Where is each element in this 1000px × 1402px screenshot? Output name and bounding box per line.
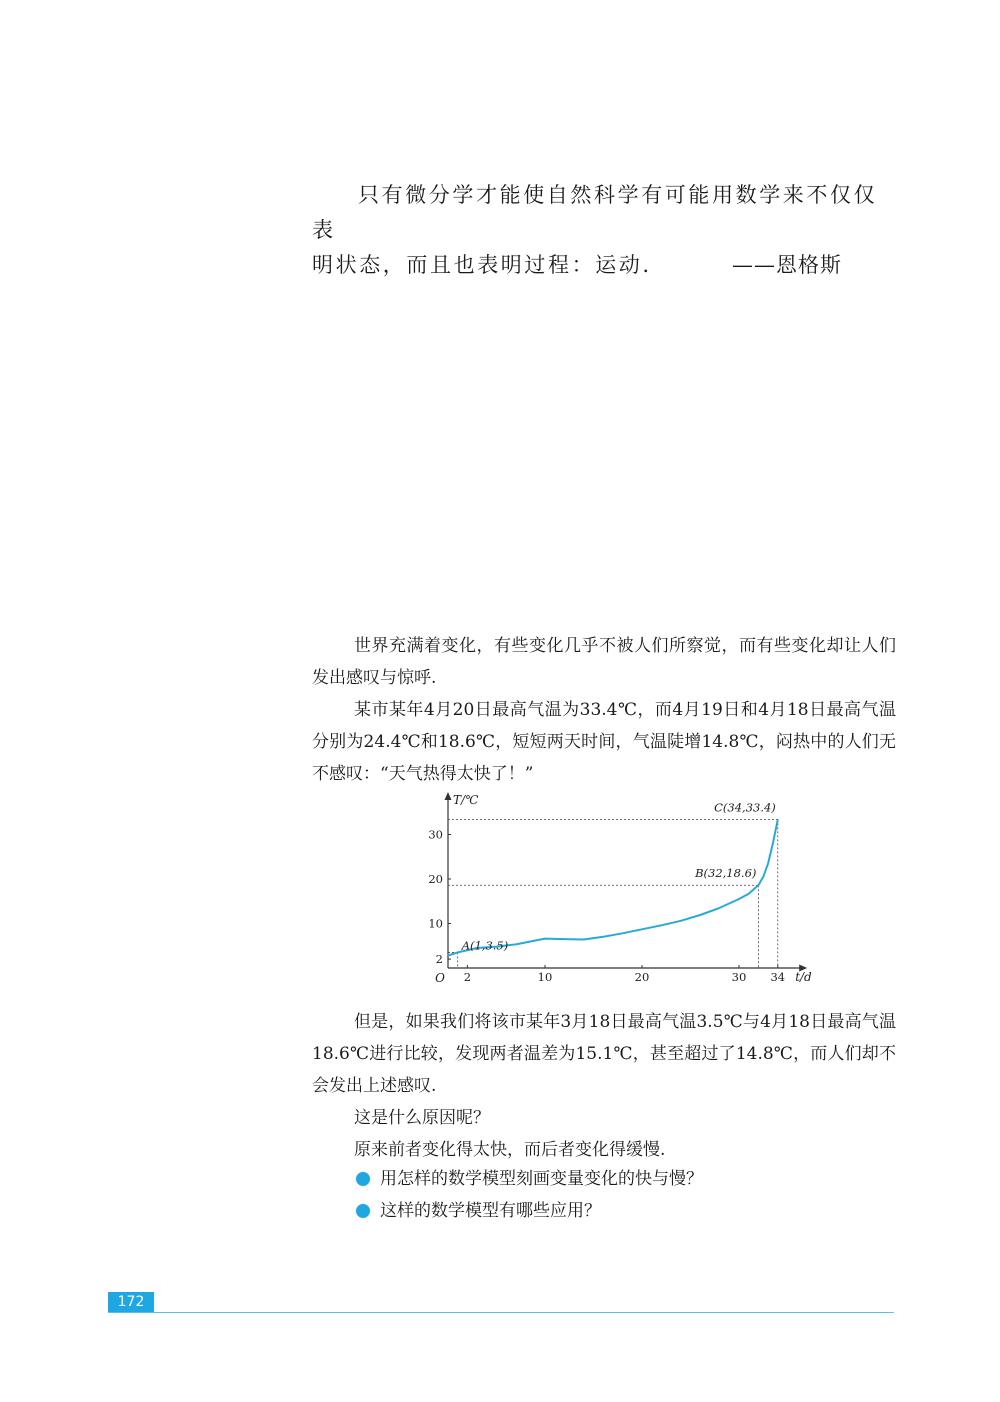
- bullet-dot-icon: [356, 1204, 370, 1218]
- quote-author: ——恩格斯: [732, 253, 842, 277]
- question-text: 这样的数学模型有哪些应用？: [380, 1201, 601, 1221]
- y-tick-label: 10: [428, 916, 443, 931]
- quote-line-2: 明状态，而且也表明过程：运动.: [312, 253, 652, 277]
- point-label: C(34,33.4): [714, 800, 776, 815]
- comparison-paragraph-1: 但是，如果我们将该市某年3月18日最高气温3.5℃与4月18日最高气温18.6℃进行比较，发现两者温差为15.1℃，甚至超过了14.8℃，而人们却不会发出上述感叹.: [312, 1012, 896, 1096]
- question-item: [356, 1195, 703, 1227]
- question-item: [356, 1163, 703, 1195]
- comparison-paragraph-3: 原来前者变化得太快，而后者变化得缓慢.: [354, 1140, 666, 1160]
- y-axis-arrow: [445, 792, 452, 800]
- point-label: A(1,3.5): [461, 938, 509, 953]
- x-tick-label: 10: [537, 970, 553, 984]
- comparison-paragraph-2: 这是什么原因呢？: [354, 1108, 490, 1128]
- quote-line-1: 只有微分学才能使自然科学有可能用数学来不仅仅表: [312, 183, 878, 242]
- x-tick-label: 34: [770, 970, 786, 984]
- intro-paragraph-1: 世界充满着变化，有些变化几乎不被人们所察觉，而有些变化却让人们发出感叹与惊呼.: [312, 636, 896, 688]
- comparison-text: [312, 1006, 896, 1166]
- origin-label: O: [435, 971, 445, 985]
- epigraph: [312, 178, 896, 283]
- footer-rule: [108, 1312, 894, 1313]
- question-list: [356, 1163, 703, 1227]
- x-tick-label: 2: [463, 970, 472, 984]
- page-number: 172: [108, 1292, 154, 1313]
- x-axis-label: t/d: [795, 970, 812, 984]
- question-text: 用怎样的数学模型刻画变量变化的快与慢？: [380, 1169, 703, 1189]
- intro-paragraph-2: 某市某年4月20日最高气温为33.4℃，而4月19日和4月18日最高气温分别为24.4℃和18.6℃，短短两天时间，气温陡增14.8℃，闷热中的人们无不感叹：“天气热得太快了！”: [312, 700, 896, 784]
- y-axis-label: T/℃: [453, 793, 479, 807]
- temperature-chart-svg: [418, 790, 812, 985]
- y-tick-label: 2: [435, 952, 443, 967]
- y-tick-label: 30: [428, 827, 443, 842]
- x-tick-label: 20: [634, 970, 650, 984]
- y-tick-label: 20: [428, 872, 443, 886]
- x-tick-label: 30: [731, 970, 747, 984]
- bullet-dot-icon: [356, 1172, 370, 1186]
- point-label: B(32,18.6): [695, 866, 757, 881]
- temperature-chart: [418, 790, 812, 985]
- temperature-curve: [448, 819, 778, 955]
- intro-text: [312, 630, 896, 790]
